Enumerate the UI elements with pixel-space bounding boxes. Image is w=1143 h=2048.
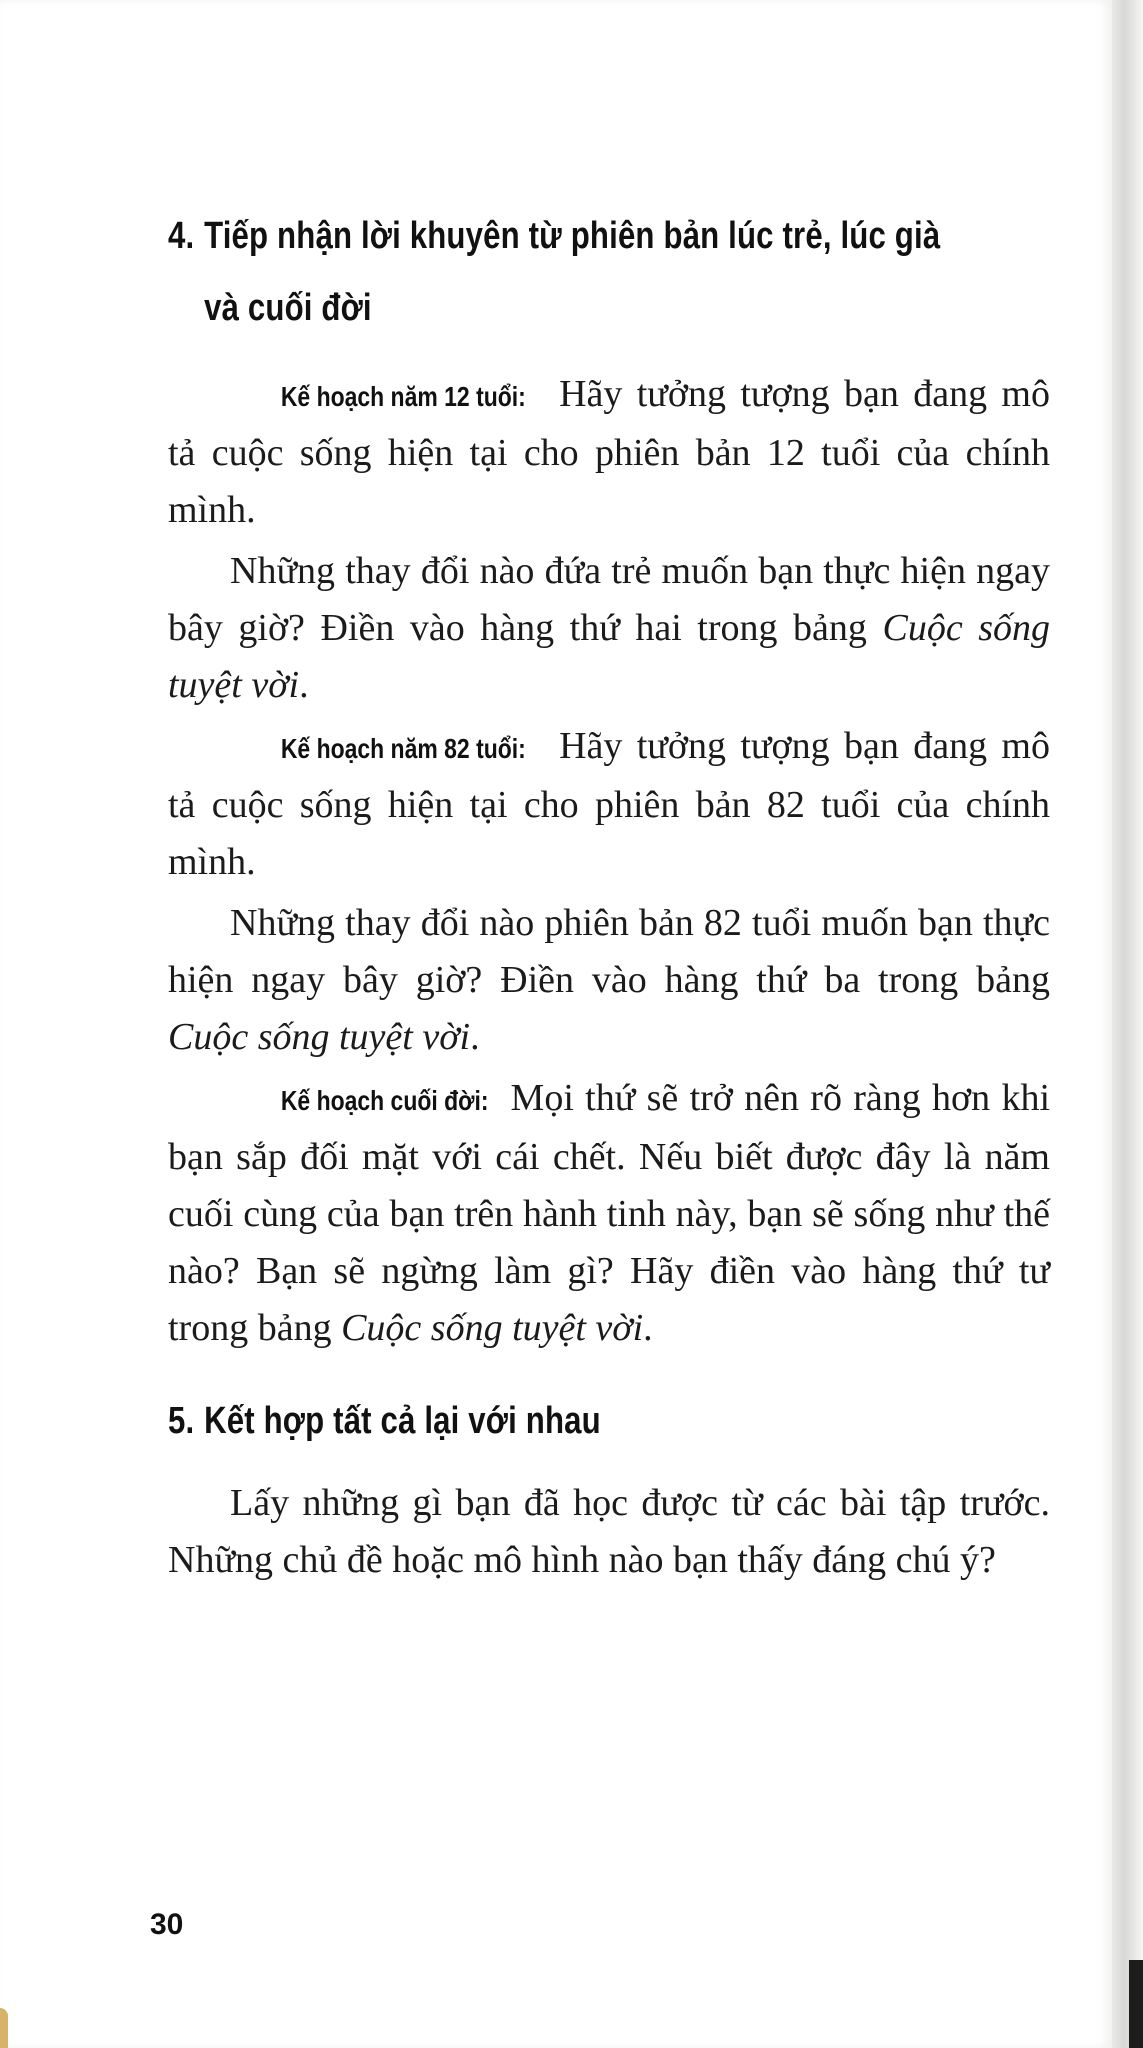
plan-82-text: Hãy tưởng tượng bạn đang mô tả cuộc sống hiện tại cho phiên bản 82 tuổi của chính mình. [168, 725, 1050, 883]
combine-paragraph [168, 1475, 1050, 1589]
changes-12-paragraph [168, 543, 1050, 714]
plan-end-paragraph [168, 1070, 1050, 1357]
changes-82-text: Những thay đổi nào phiên bản 82 tuổi muốn bạn thực hiện ngay bây giờ? Điền vào hàng thứ ba trong bảng [168, 902, 1050, 1001]
plan-82-paragraph [168, 718, 1050, 891]
page-edge [1112, 0, 1143, 2048]
section-4-title-line2: và cuối đời [204, 287, 372, 329]
page-number: 30 [150, 1908, 184, 1941]
changes-12-end: . [299, 664, 309, 706]
plan-end-lead: Kế hoạch cuối đời: [280, 1085, 489, 1116]
combine-text: Lấy những gì bạn đã học được từ các bài tập trước. Những chủ đề hoặc mô hình nào bạn thấy đáng chú ý? [168, 1482, 1050, 1581]
changes-82-end: . [470, 1016, 480, 1058]
changes-82-table-name: Cuộc sống tuyệt vời [168, 1016, 471, 1058]
corner-mark [0, 2008, 8, 2048]
changes-12-table-name: Cuộc sống tuyệt vời [168, 607, 1051, 706]
section-5-number: 5. [168, 1400, 195, 1442]
plan-end-text: Mọi thứ sẽ trở nên rõ ràng hơn khi bạn sắp đối mặt với cái chết. Nếu biết được đây là năm cuối cùng của bạn trên hành tinh này, bạn sẽ sống như thế nào? Bạn sẽ ngừng làm gì? Hãy điền vào hàng thứ tư trong bảng [168, 1077, 1050, 1349]
section-5-title: Kết hợp tất cả lại với nhau [204, 1400, 601, 1442]
changes-12-text: Những thay đổi nào đứa trẻ muốn bạn thực hiện ngay bây giờ? Điền vào hàng thứ hai trong bảng [168, 550, 1050, 649]
section-4-number: 4. [168, 215, 195, 257]
plan-12-lead: Kế hoạch năm 12 tuổi: [280, 381, 526, 412]
plan-12-paragraph [168, 366, 1050, 539]
edge-mark [1129, 1960, 1143, 2048]
section-5-heading [168, 1385, 1050, 1457]
plan-end-table-name: Cuộc sống tuyệt vời [341, 1307, 644, 1349]
plan-12-text: Hãy tưởng tượng bạn đang mô tả cuộc sống hiện tại cho phiên bản 12 tuổi của chính mình. [168, 373, 1050, 531]
plan-82-lead: Kế hoạch năm 82 tuổi: [280, 733, 526, 764]
section-4-title-line1: Tiếp nhận lời khuyên từ phiên bản lúc trẻ, lúc già [204, 215, 941, 257]
page-content [168, 200, 1050, 1589]
section-4-heading [168, 200, 1050, 344]
changes-82-paragraph [168, 895, 1050, 1066]
plan-end-end: . [643, 1307, 653, 1349]
